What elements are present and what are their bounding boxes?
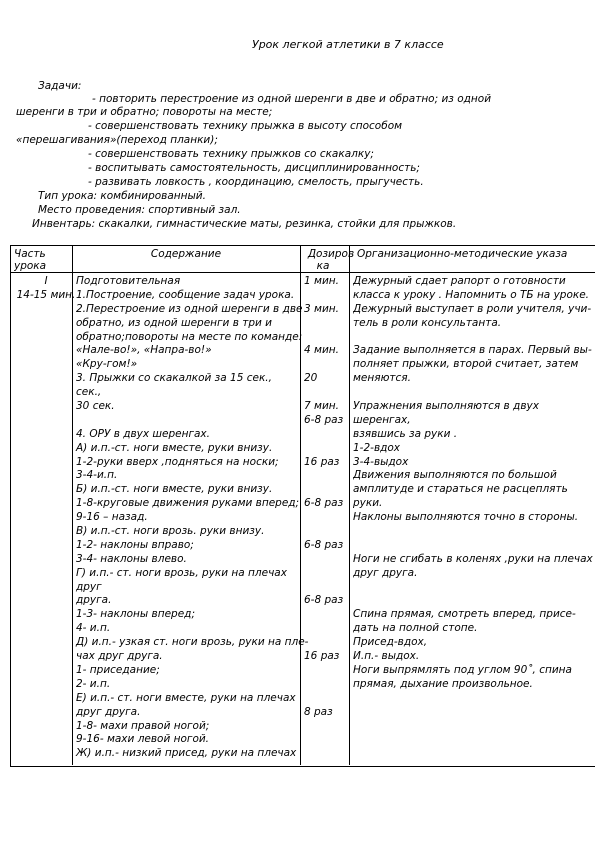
note-line: Присед-вдох, [353, 636, 428, 649]
note-line: Ноги выпрямлять под углом 90˚, спина [353, 663, 572, 676]
page-title: Урок легкой атлетики в 7 классе [252, 38, 444, 51]
lesson-type: Тип урока: комбинированный. [38, 190, 206, 202]
content-line: 1-2- наклоны вправо; [76, 538, 194, 551]
content-line: обратно, из одной шеренги в три и [76, 316, 272, 329]
dose-line: 7 мин. [304, 400, 339, 413]
note-line: Спина прямая, смотреть вперед, присе- [353, 608, 576, 621]
note-line [353, 539, 595, 553]
task-line: - совершенствовать технику прыжка в высоту способом [88, 120, 403, 132]
content-line: 1-8-круговые движения руками вперед; [76, 497, 300, 510]
content-line: Ж) и.п.- низкий присед, руки на плечах [76, 747, 297, 760]
task-line: - развивать ловкость , координацию, смелость, прыгучесть. [88, 176, 424, 188]
dose-line [304, 511, 350, 525]
dose-line: 20 [304, 372, 318, 385]
note-line: 3-4-выдох [353, 455, 409, 468]
lesson-equipment: Инвентарь: скакалки, гимнастические маты, резинка, стойки для прыжков. [32, 218, 457, 230]
header-dose: Дозиров ка [307, 248, 355, 272]
dose-line: 8 раз [304, 705, 333, 718]
content-line: чах друг друга. [76, 650, 163, 663]
lesson-venue: Место проведения: спортивный зал. [38, 204, 241, 216]
dose-line [304, 289, 350, 303]
note-line: 1-2-вдох [353, 441, 401, 454]
content-line: 3. Прыжки со скакалкой за 15 сек., [76, 372, 272, 385]
task-line: - воспитывать самостоятельность, дисциплинированность; [88, 162, 420, 174]
part-column [11, 275, 81, 303]
note-line: Задание выполняется в парах. Первый вы- [353, 344, 592, 357]
dose-line: 6-8 раз [304, 538, 344, 551]
note-line: Ноги не сгибать в коленях ,руки на плечах [353, 552, 593, 565]
note-line: руки. [353, 497, 383, 510]
content-line: 1-8- махи правой ногой; [76, 719, 210, 732]
note-line: тель в роли консультанта. [353, 316, 502, 329]
dose-line: 16 раз [304, 650, 340, 663]
content-line: «Нале-во!», «Напра-во!» [76, 344, 212, 357]
note-line: класса к уроку . Напомнить о ТБ на уроке. [353, 288, 590, 301]
content-line: Г) и.п.- ст. ноги врозь, руки на плечах [76, 566, 287, 579]
task-line: - совершенствовать технику прыжков со скакалку; [88, 148, 374, 160]
dose-line [304, 622, 350, 636]
note-line: шеренгах, [353, 413, 411, 426]
content-line: друг друга. [76, 705, 141, 718]
dose-line: 4 мин. [304, 344, 339, 357]
dose-line: 6-8 раз [304, 497, 344, 510]
task-line: «перешагивания»(переход планки); [16, 134, 218, 146]
dose-line [304, 483, 350, 497]
note-line [353, 525, 595, 539]
header-part: Часть урока [14, 248, 47, 272]
task-line: - повторить перестроение из одной шеренги в две и обратно; из одной [92, 93, 492, 105]
note-line [353, 581, 595, 595]
dose-line [304, 567, 350, 581]
dose-line [304, 428, 350, 442]
dose-line [304, 331, 350, 345]
content-line: 1-2-руки вверх ,подняться на носки; [76, 455, 279, 468]
dose-line [304, 469, 350, 483]
note-line: прямая, дыхание произвольное. [353, 677, 533, 690]
dose-line: 16 раз [304, 455, 340, 468]
content-line: сек., [76, 386, 102, 399]
note-line: Наклоны выполняются точно в стороны. [353, 511, 579, 524]
note-line [353, 594, 595, 608]
header-notes: Организационно-методические указа [357, 248, 568, 260]
note-line: полняет прыжки, второй считает, затем [353, 358, 579, 371]
content-line: А) и.п.-ст. ноги вместе, руки внизу. [76, 441, 273, 454]
note-line [353, 331, 595, 345]
dose-line [304, 358, 350, 372]
content-line: Подготовительная [76, 275, 181, 287]
dose-line [304, 317, 350, 331]
content-line: Б) и.п.-ст. ноги вместе, руки внизу. [76, 483, 273, 496]
note-line: друг друга. [353, 566, 418, 579]
note-line: Дежурный выступает в роли учителя, учи- [353, 302, 592, 315]
note-line: Дежурный сдает рапорт о готовности [353, 275, 566, 287]
content-line: друг [76, 580, 102, 593]
dose-line: 6-8 раз [304, 594, 344, 607]
task-line: шеренги в три и обратно; повороты на месте; [16, 106, 273, 118]
content-line: 30 сек. [76, 400, 115, 413]
part-line: I [44, 275, 48, 287]
content-line: 3-4-и.п. [76, 469, 118, 482]
dose-line [304, 525, 350, 539]
content-line: 1-3- наклоны вперед; [76, 608, 195, 621]
note-line: дать на полной стопе. [353, 622, 478, 635]
part-line: 14-15 мин. [16, 288, 76, 301]
content-line: В) и.п.-ст. ноги врозь. руки внизу. [76, 525, 265, 538]
table-header-divider [10, 272, 595, 273]
note-line: И.п.- выдох. [353, 650, 420, 663]
note-line: Движения выполняются по большой [353, 469, 557, 482]
note-line: амплитуде и стараться не расцеплять [353, 483, 568, 496]
table-divider [72, 245, 73, 765]
content-line: обратно;повороты на месте по команде: [76, 330, 303, 343]
dose-line: 6-8 раз [304, 413, 344, 426]
note-line [353, 386, 595, 400]
note-line: меняются. [353, 372, 411, 385]
dose-line [304, 442, 350, 456]
content-line: друга. [76, 594, 112, 607]
dose-line [304, 608, 350, 622]
content-line: 4- и.п. [76, 622, 111, 635]
content-line: 2- и.п. [76, 677, 111, 690]
dose-line [304, 692, 350, 706]
content-line: 4. ОРУ в двух шеренгах. [76, 427, 210, 440]
dose-line: 1 мин. [304, 275, 339, 287]
dose-line [304, 581, 350, 595]
dose-line: 3 мин. [304, 302, 339, 315]
dose-line [304, 636, 350, 650]
header-content: Содержание [150, 248, 222, 260]
notes-column [353, 275, 595, 692]
note-line: взявшись за руки . [353, 427, 458, 440]
content-line: «Кру-гом!» [76, 358, 138, 371]
content-line: 9-16- махи левой ногой. [76, 733, 210, 746]
note-line: Упражнения выполняются в двух [353, 400, 539, 413]
dose-column [304, 275, 350, 720]
content-line: 1- приседание; [76, 663, 160, 676]
dose-line [304, 386, 350, 400]
dose-line [304, 553, 350, 567]
dose-line [304, 678, 350, 692]
tasks-heading: Задачи: [38, 80, 82, 92]
content-line: Д) и.п.- узкая ст. ноги врозь, руки на пле- [76, 636, 309, 649]
content-line: 1.Построение, сообщение задач урока. [76, 288, 295, 301]
content-line: Е) и.п.- ст. ноги вместе, руки на плечах [76, 691, 296, 704]
content-line: 3-4- наклоны влево. [76, 552, 187, 565]
dose-line [304, 664, 350, 678]
content-line: 2.Перестроение из одной шеренги в две [76, 302, 303, 315]
content-line: 9-16 – назад. [76, 511, 148, 524]
